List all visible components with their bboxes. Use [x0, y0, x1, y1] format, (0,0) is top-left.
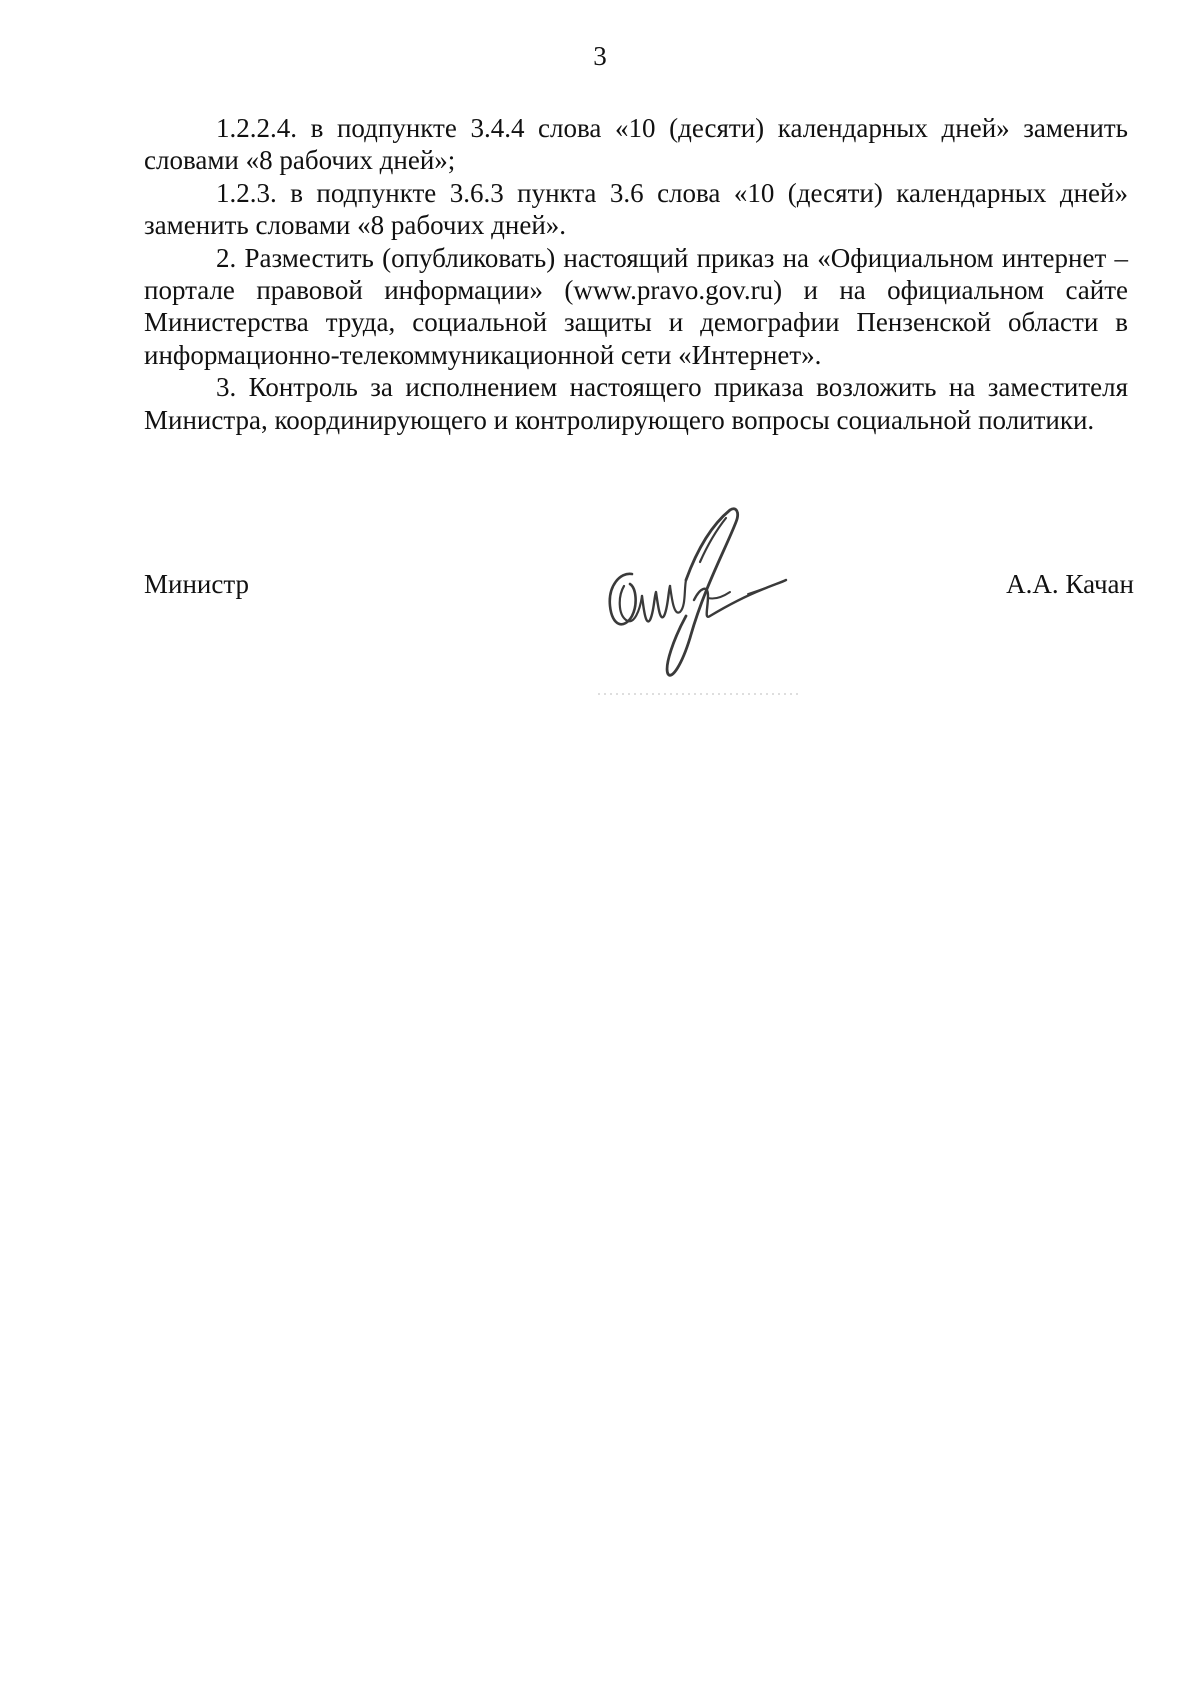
paragraph-2-publication: 2. Разместить (опубликовать) настоящий приказ на «Официальном интернет – портале правовой информации» (www.pravo.gov.ru) и на официальном сайте Министерства труда, социальной защиты и демографии Пензенской области в информационно-телекоммуникационной сети «Интернет». [144, 242, 1128, 370]
paragraph-1-2-3: 1.2.3. в подпункте 3.6.3 пункта 3.6 слова «10 (десяти) календарных дней» заменить словами «8 рабочих дней». [144, 177, 1128, 241]
handwritten-signature-icon [590, 488, 810, 708]
document-body [144, 112, 1128, 436]
signer-position: Министр [144, 569, 249, 599]
page-number: 3 [593, 41, 607, 71]
paragraph-3-control: 3. Контроль за исполнением настоящего приказа возложить на заместителя Министра, координирующего и контролирующего вопросы социальной политики. [144, 372, 1128, 435]
paragraph-1-2-2-4: 1.2.2.4. в подпункте 3.4.4 слова «10 (десяти) календарных дней» заменить словами «8 рабочих дней»; [144, 113, 1128, 176]
signer-name: А.А. Качан [1006, 569, 1134, 599]
